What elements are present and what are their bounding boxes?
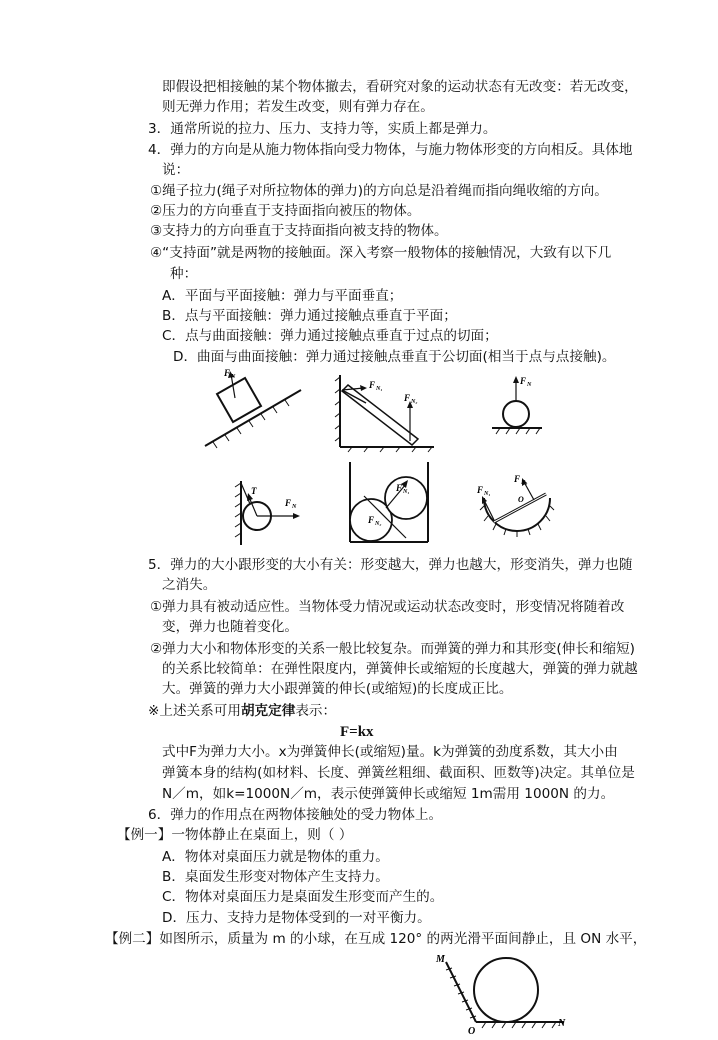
text-line: 3．通常所说的拉力、压力、支持力等，实质上都是弹力。 — [148, 121, 497, 137]
text-line: D．曲面与曲面接触：弹力通过接触点垂直于公切面(相当于点与点接触)。 — [173, 349, 616, 365]
text-line: C．点与曲面接触：弹力通过接触点垂直于过点的切面； — [162, 328, 498, 344]
label-fn: F — [224, 368, 231, 378]
label-sub-n5a: N₁ — [403, 489, 410, 495]
label-o: O — [518, 495, 524, 504]
label-fn4: F — [285, 498, 292, 508]
label-fn5: F — [396, 483, 403, 493]
option-d: D．压力、支持力是物体受到的一对平衡力。 — [162, 910, 431, 926]
text-line: 即假设把相接触的某个物体撤去，看研究对象的运动状态有无改变：若无改变， — [162, 79, 638, 95]
label-m: M — [436, 954, 445, 965]
label-sub-n1: N₁ — [376, 386, 383, 392]
figure-rod-in-corner — [334, 373, 438, 453]
figure-two-balls-container — [346, 460, 432, 546]
label-sub-n4: N — [292, 504, 297, 510]
figure-rod-in-bowl — [476, 474, 558, 540]
text-line: 大。弹簧的弹力大小跟弹簧的伸长(或缩短)的长度成正比。 — [162, 681, 513, 697]
label-sub-n3: N — [527, 382, 532, 388]
label-fn2: F — [404, 393, 411, 403]
text-line: ①绳子拉力(绳子对所拉物体的弹力)的方向总是沿着绳而指向绳收缩的方向。 — [150, 183, 608, 199]
figure-ball-on-surface — [490, 372, 546, 438]
text-line: ②弹力大小和物体形变的关系一般比较复杂。而弹簧的弹力和其形变(伸长和缩短) — [150, 641, 635, 657]
label-sub-n6b: N₂ — [521, 480, 528, 486]
example-one-question: 【例一】一物体静止在桌面上，则（ ） — [117, 827, 353, 843]
figure-ball-on-wall — [233, 479, 305, 549]
label-t: T — [251, 486, 257, 496]
figure-ball-between-planes — [432, 948, 572, 1036]
label-sub-n2: N₂ — [411, 399, 418, 405]
text-line: 种： — [170, 266, 198, 282]
text-line: 式中F为弹力大小。x为弹簧伸长(或缩短)量。k为弹簧的劲度系数，其大小由 — [162, 744, 618, 760]
text-line: ③支持力的方向垂直于支持面指向被支持的物体。 — [150, 223, 448, 239]
text-line: B．点与平面接触：弹力通过接触点垂直于平面； — [162, 308, 457, 324]
label-fn7: F — [477, 485, 484, 495]
text-line: ④“支持面”就是两物的接触面。深入考察一般物体的接触情况，大致有以下几 — [150, 245, 612, 261]
hookes-law-term: 胡克定律 — [240, 703, 296, 719]
label-o2: O — [468, 1026, 476, 1036]
text-line: A．平面与平面接触：弹力与平面垂直； — [162, 288, 403, 304]
label-sub-n5b: N₂ — [375, 521, 382, 527]
text-line: 之消失。 — [162, 577, 217, 593]
option-b: B．桌面发生形变对物体产生支持力。 — [162, 869, 389, 885]
text-line: ①弹力具有被动适应性。当物体受力情况或运动状态改变时，形变情况将随着改 — [150, 599, 625, 615]
label-fn6: F — [368, 515, 375, 525]
text-fragment: 表示： — [295, 703, 337, 719]
option-a: A．物体对桌面压力就是物体的重力。 — [162, 849, 389, 865]
text-line: 变，弹力也随着变化。 — [162, 619, 298, 635]
text-line: 5．弹力的大小跟形变的大小有关：形变越大，弹力也越大，形变消失，弹力也随 — [148, 557, 633, 573]
example-two-question: 【例二】如图所示，质量为 m 的小球，在互成 120° 的两光滑平面间静止，且 ON 水平， — [105, 931, 647, 947]
text-line: ②压力的方向垂直于支持面指向被压的物体。 — [150, 203, 421, 219]
text-line: 4．弹力的方向是从施力物体指向受力物体，与施力物体形变的方向相反。具体地 — [148, 142, 633, 158]
text-line: 6．弹力的作用点在两物体接触处的受力物体上。 — [148, 807, 443, 823]
figure-block-on-incline — [203, 368, 305, 450]
label-fn1: F — [369, 380, 376, 390]
label-fn3: F — [520, 376, 527, 386]
label-sub-n6a: N₁ — [484, 491, 491, 497]
text-line: 弹簧本身的结构(如材料、长度、弹簧丝粗细、截面积、匝数等)决定。其单位是 — [162, 765, 635, 781]
text-line: 的关系比较简单：在弹性限度内，弹簧伸长或缩短的长度越大，弹簧的弹力就越 — [162, 661, 638, 677]
text-fragment: ※上述关系可用 — [148, 703, 241, 719]
option-c: C．物体对桌面压力是桌面发生形变而产生的。 — [162, 889, 444, 905]
label-fn8: F — [514, 474, 521, 484]
text-line: 说： — [162, 162, 190, 178]
label-n2: N — [558, 1018, 566, 1029]
label-sub-n: N — [231, 374, 236, 380]
text-line-hooke — [148, 701, 336, 721]
text-line: N／m，如k=1000N／m，表示使弹簧伸长或缩短 1m需用 1000N 的力。 — [162, 786, 615, 802]
formula: F=kx — [340, 724, 374, 740]
text-line: 则无弹力作用；若发生改变，则有弹力存在。 — [162, 99, 434, 115]
